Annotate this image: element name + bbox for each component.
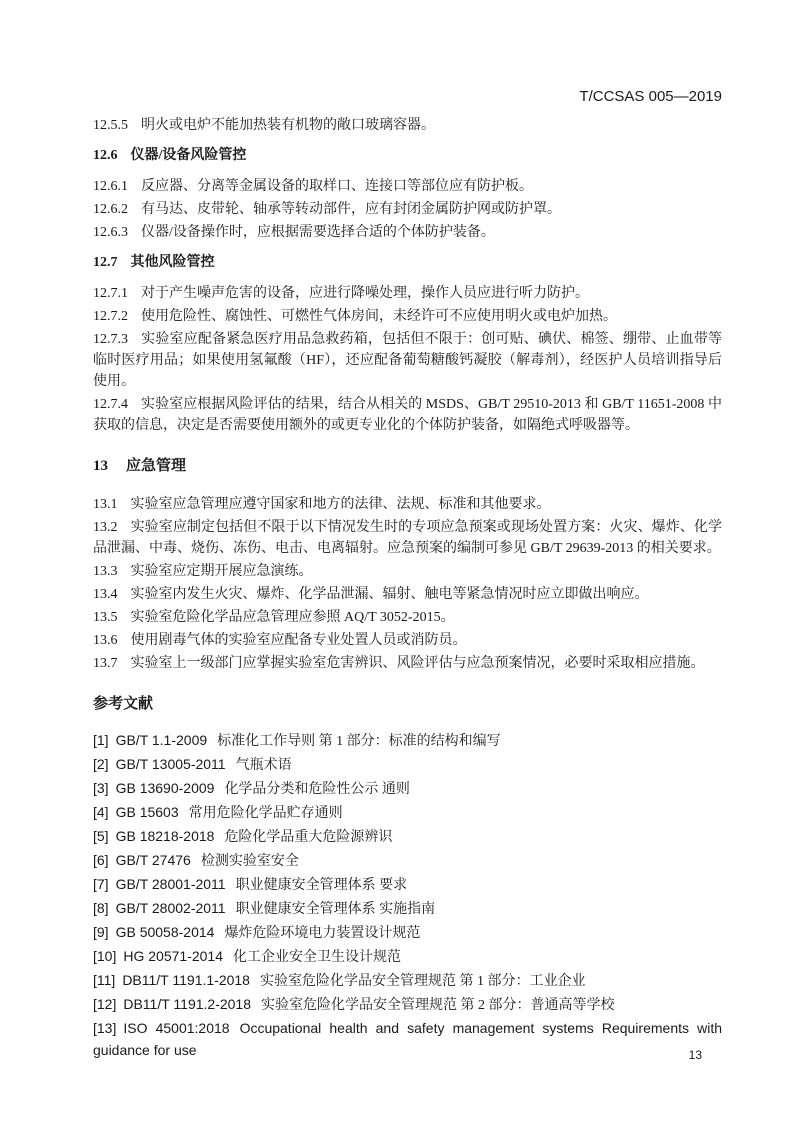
reference-code: GB/T 28002-2011 [115, 900, 226, 916]
reference-title: 化学品分类和危险性公示 通则 [224, 782, 410, 797]
section-heading-12-7 [93, 252, 722, 273]
reference-item-8 [93, 898, 722, 920]
clause-number: 13.4 [93, 587, 118, 602]
clause-13-4 [93, 584, 722, 605]
section-number: 12.7 [93, 255, 118, 270]
clause-text: 明火或电炉不能加热装有机物的敞口玻璃容器。 [141, 118, 435, 133]
clause-text: 使用危险性、腐蚀性、可燃性气体房间，未经许可不应使用明火或电炉加热。 [141, 309, 617, 324]
reference-title: 职业健康安全管理体系 要求 [235, 878, 408, 893]
reference-title: Occupational health and safety management systems Requirements with guidance for use [93, 1020, 722, 1058]
reference-label: [5] [93, 828, 109, 844]
reference-item-3 [93, 778, 722, 800]
clause-13-3 [93, 561, 722, 582]
clause-12-7-1 [93, 283, 722, 304]
reference-title: 职业健康安全管理体系 实施指南 [235, 902, 436, 917]
reference-code: ISO 45001:2018 [123, 1020, 230, 1036]
clause-number: 13.3 [93, 564, 118, 579]
clause-number: 12.7.1 [93, 286, 128, 301]
reference-code: DB11/T 1191.1-2018 [122, 972, 250, 988]
clause-number: 12.7.3 [93, 332, 128, 347]
reference-title: 检测实验室安全 [200, 854, 299, 869]
reference-title: 化工企业安全卫生设计规范 [233, 950, 401, 965]
reference-label: [3] [93, 780, 109, 796]
clause-text: 实验室应配备紧急医疗用品急救药箱，包括但不限于：创可贴、碘伏、棉签、绷带、止血带等临时医疗用品；如果使用氢氟酸（HF），还应配备葡萄糖酸钙凝胶（解毒剂），经医护人员培训指导后使用。 [93, 332, 722, 389]
clause-number: 12.7.4 [93, 397, 128, 412]
clause-number: 12.6.2 [93, 202, 128, 217]
reference-label: [9] [93, 924, 109, 940]
reference-item-12 [93, 994, 722, 1016]
reference-code: GB/T 27476 [115, 852, 191, 868]
reference-code: HG 20571-2014 [123, 948, 223, 964]
reference-item-6 [93, 850, 722, 872]
clause-text: 反应器、分离等金属设备的取样口、连接口等部位应有防护板。 [141, 179, 533, 194]
reference-code: GB 15603 [115, 804, 179, 820]
clause-number: 13.5 [93, 610, 118, 625]
clause-text: 有马达、皮带轮、轴承等转动部件，应有封闭金属防护网或防护罩。 [141, 202, 561, 217]
clause-text: 使用剧毒气体的实验室应配备专业处置人员或消防员。 [130, 633, 467, 648]
reference-title: 标准化工作导则 第 1 部分：标准的结构和编写 [217, 734, 501, 749]
reference-label: [6] [93, 852, 109, 868]
reference-label: [12] [93, 996, 117, 1012]
clause-12-7-2 [93, 306, 722, 327]
section-title: 其他风险管控 [130, 255, 215, 270]
clause-12-7-4 [93, 394, 722, 436]
clause-text: 实验室应定期开展应急演练。 [130, 564, 313, 579]
reference-item-2 [93, 754, 722, 776]
clause-text: 实验室危险化学品应急管理应参照 AQ/T 3052-2015。 [130, 610, 455, 625]
clause-12-6-2 [93, 199, 722, 220]
reference-item-13 [93, 1018, 722, 1062]
clause-text: 仪器/设备操作时，应根据需要选择合适的个体防护装备。 [141, 225, 495, 240]
clause-text: 实验室应制定包括但不限于以下情况发生时的专项应急预案或现场处置方案：火灾、爆炸、化学品泄漏、中毒、烧伤、冻伤、电击、电离辐射。应急预案的编制可参见 GB/T 29639-2013 的相关要求。 [93, 520, 722, 556]
clause-text: 实验室应急管理应遵守国家和地方的法律、法规、标准和其他要求。 [130, 497, 551, 512]
clause-text: 实验室应根据风险评估的结果，结合从相关的 MSDS、GB/T 29510-2013 和 GB/T 11651-2008 中获取的信息，决定是否需要使用额外的或更专业化的个体防护装备，如隔绝式呼吸器等。 [93, 397, 722, 433]
reference-code: GB 50058-2014 [115, 924, 215, 940]
clause-13-7 [93, 653, 722, 674]
standard-number-header: T/CCSAS 005—2019 [579, 88, 722, 105]
reference-label: [10] [93, 948, 117, 964]
section-title: 仪器/设备风险管控 [130, 148, 247, 163]
chapter-heading-13 [93, 456, 722, 477]
reference-label: [2] [93, 756, 109, 772]
clause-number: 13.2 [93, 520, 118, 535]
reference-code: GB/T 28001-2011 [115, 876, 226, 892]
references-heading: 参考文献 [93, 696, 154, 712]
chapter-number: 13 [93, 458, 108, 474]
reference-item-4 [93, 802, 722, 824]
clause-number: 12.7.2 [93, 309, 128, 324]
reference-item-9 [93, 922, 722, 944]
clause-number: 12.6.1 [93, 179, 128, 194]
reference-title: 危险化学品重大危险源辨识 [224, 830, 393, 845]
clause-13-6 [93, 630, 722, 651]
reference-code: GB/T 1.1-2009 [115, 732, 208, 748]
section-number: 12.6 [93, 148, 118, 163]
clause-12-7-3 [93, 329, 722, 392]
reference-label: [7] [93, 876, 109, 892]
clause-text: 实验室上一级部门应掌握实验室危害辨识、风险评估与应急预案情况，必要时采取相应措施。 [130, 656, 705, 671]
clause-13-1 [93, 494, 722, 515]
page-number: 13 [688, 1048, 702, 1062]
reference-label: [13] [93, 1020, 117, 1036]
clause-12-6-3 [93, 222, 722, 243]
section-heading-12-6 [93, 145, 722, 166]
clause-number: 12.5.5 [93, 118, 128, 133]
reference-label: [8] [93, 900, 109, 916]
clause-number: 13.6 [93, 633, 118, 648]
clause-13-5 [93, 607, 722, 628]
reference-item-11 [93, 970, 722, 992]
reference-title: 爆炸危险环境电力装置设计规范 [224, 926, 421, 941]
clause-number: 13.7 [93, 656, 118, 671]
reference-title: 常用危险化学品贮存通则 [188, 806, 343, 821]
clause-12-5-5 [93, 115, 722, 136]
chapter-title: 应急管理 [126, 458, 187, 474]
reference-code: DB11/T 1191.2-2018 [123, 996, 252, 1012]
reference-item-7 [93, 874, 722, 896]
reference-label: [4] [93, 804, 109, 820]
clause-number: 12.6.3 [93, 225, 128, 240]
reference-code: GB 13690-2009 [115, 780, 215, 796]
clause-12-6-1 [93, 176, 722, 197]
clause-13-2 [93, 517, 722, 559]
reference-item-1 [93, 730, 722, 752]
reference-code: GB/T 13005-2011 [115, 756, 226, 772]
reference-title: 气瓶术语 [235, 758, 292, 773]
reference-title: 实验室危险化学品安全管理规范 第 1 部分：工业企业 [259, 974, 586, 989]
reference-title: 实验室危险化学品安全管理规范 第 2 部分：普通高等学校 [261, 998, 615, 1013]
clause-text: 实验室内发生火灾、爆炸、化学品泄漏、辐射、触电等紧急情况时应立即做出响应。 [130, 587, 649, 602]
reference-code: GB 18218-2018 [115, 828, 215, 844]
reference-item-10 [93, 946, 722, 968]
reference-label: [11] [93, 972, 116, 988]
clause-number: 13.1 [93, 497, 118, 512]
clause-text: 对于产生噪声危害的设备，应进行降噪处理，操作人员应进行听力防护。 [141, 286, 589, 301]
reference-item-5 [93, 826, 722, 848]
reference-label: [1] [93, 732, 109, 748]
